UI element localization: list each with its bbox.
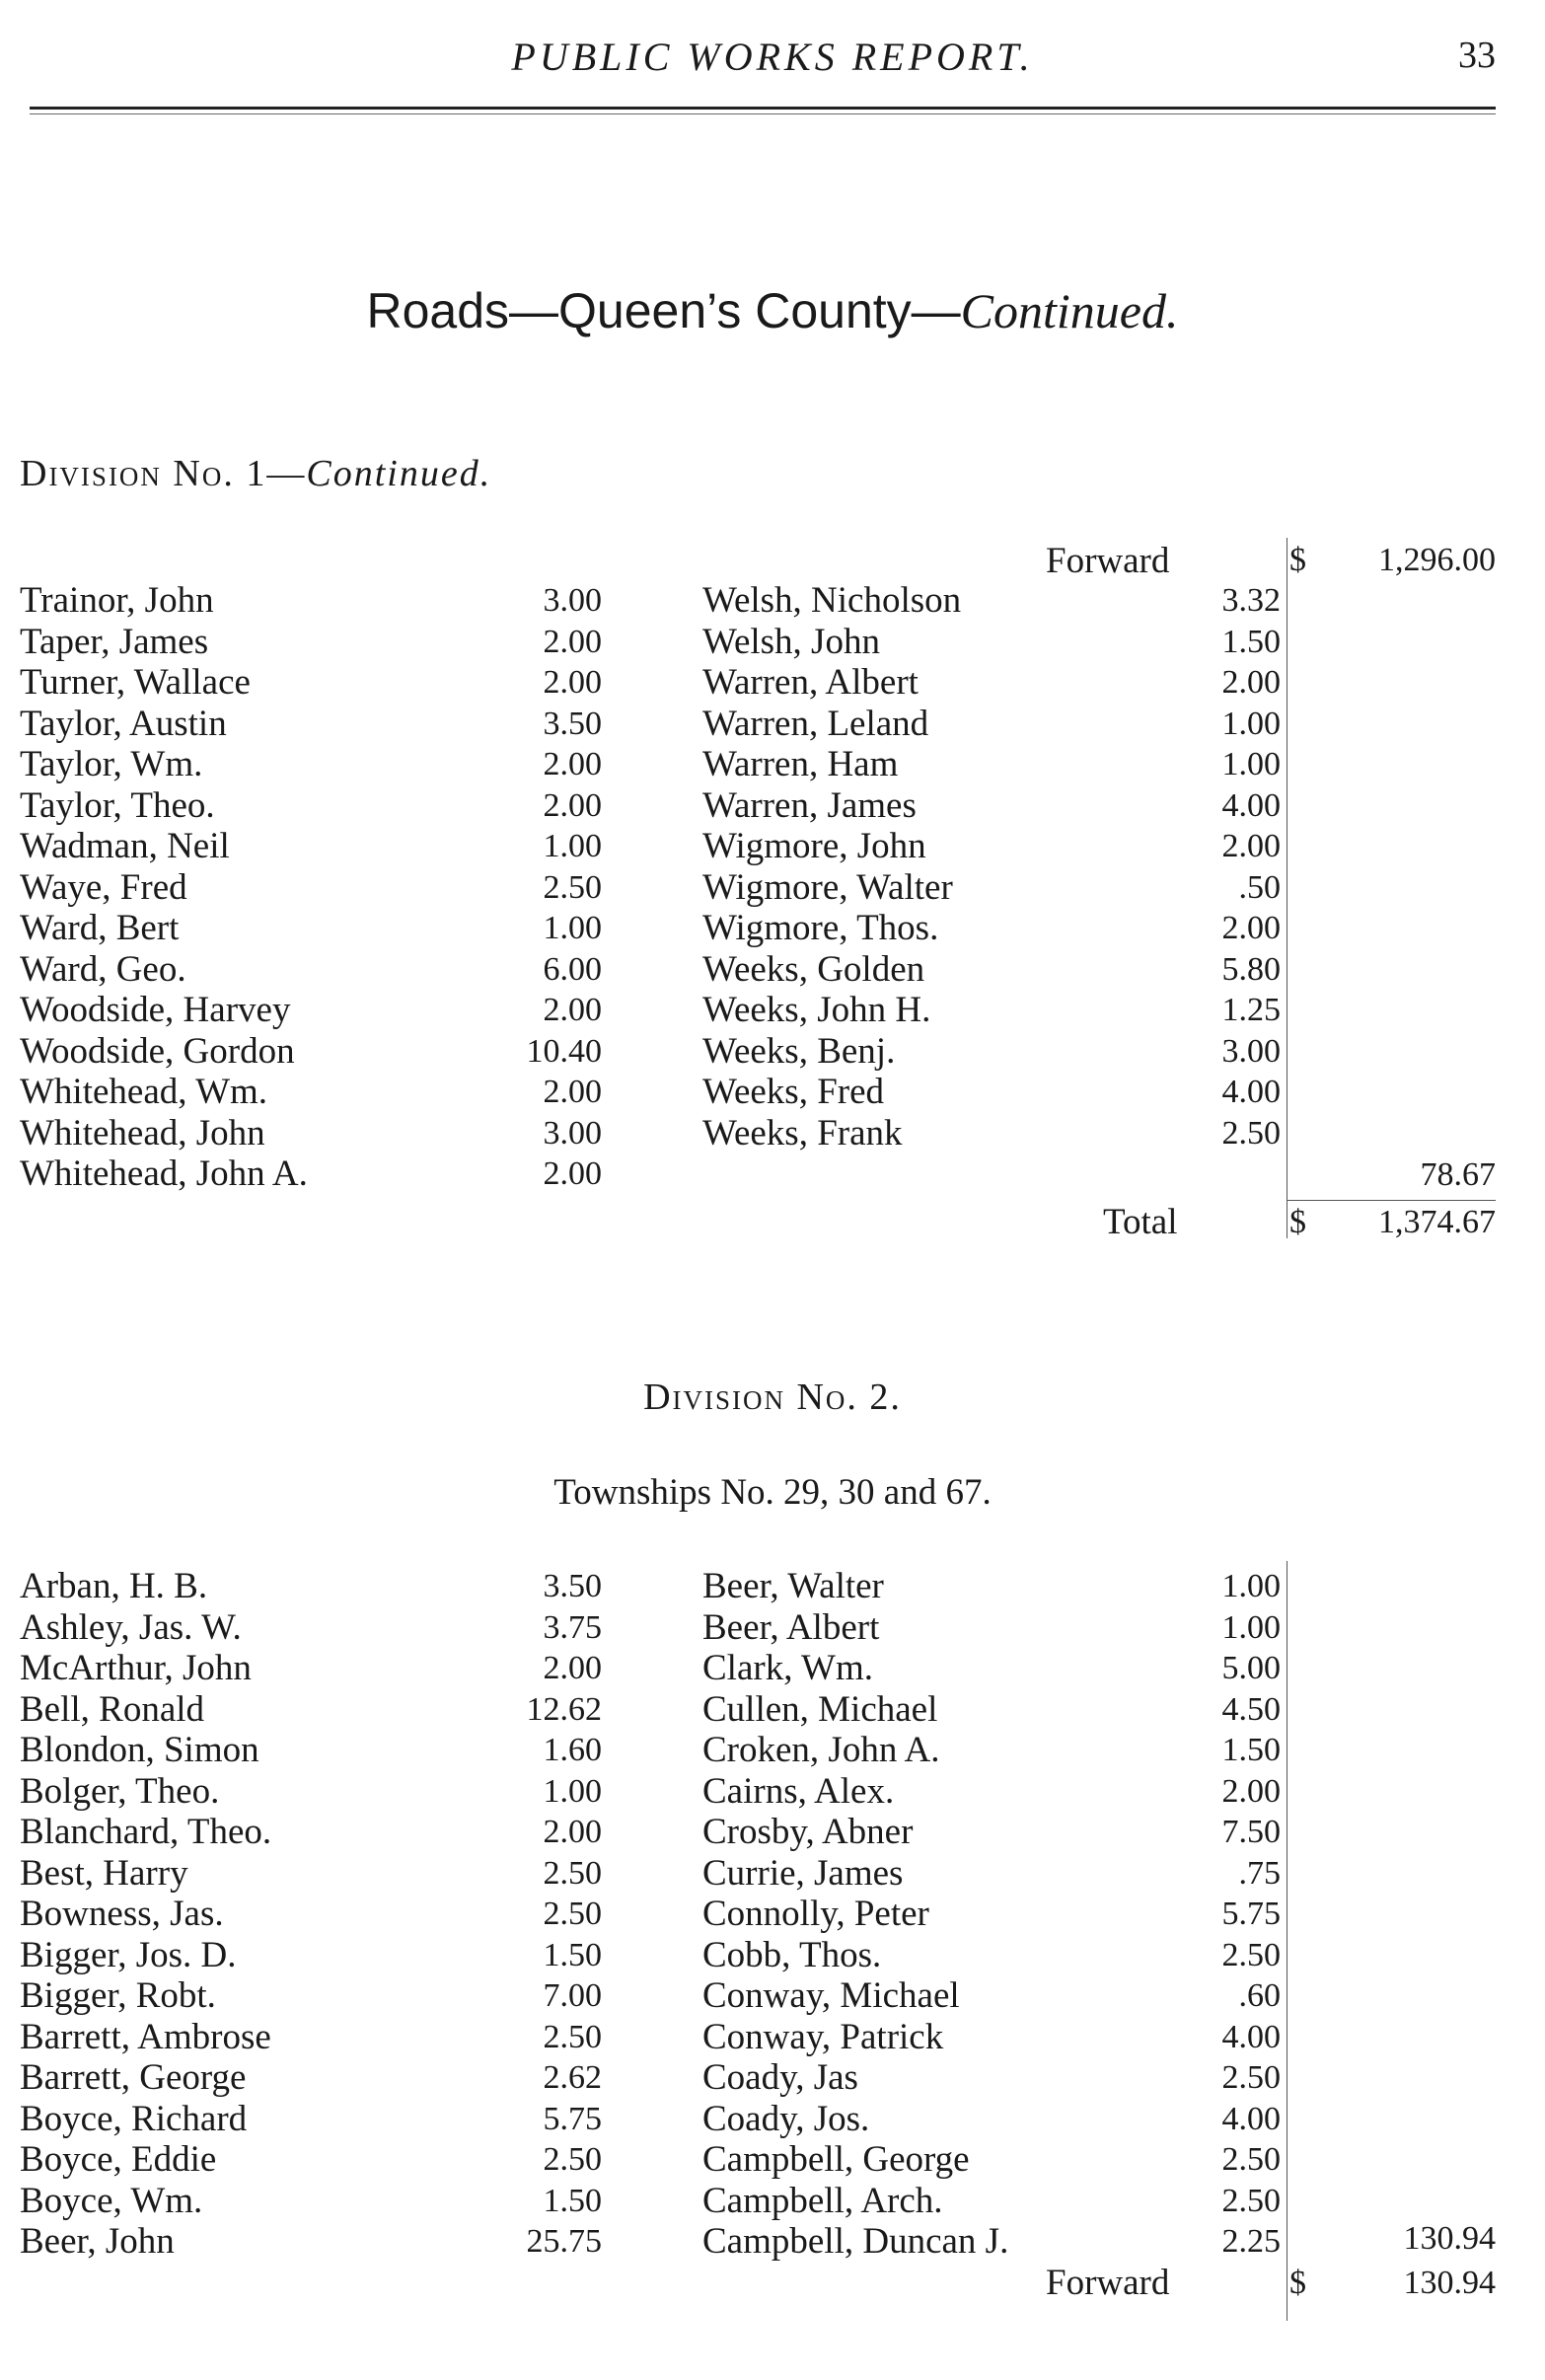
division2-left-name: Barrett, Ambrose bbox=[20, 2016, 271, 2057]
division1-left-name: Whitehead, John bbox=[20, 1112, 265, 1153]
division2-left-amount: 5.75 bbox=[543, 2100, 602, 2137]
division1-right-amount: 2.50 bbox=[1221, 1114, 1281, 1152]
division2-left-amount: 1.60 bbox=[543, 1732, 602, 1768]
division2-left-amount: 1.50 bbox=[543, 1936, 602, 1973]
division-2-subtotal: 130.94 bbox=[1403, 2220, 1496, 2257]
division1-left-amount: 2.00 bbox=[543, 664, 602, 701]
division1-left-amount: 6.00 bbox=[543, 950, 602, 988]
division2-right-name: Conway, Michael bbox=[702, 1975, 960, 2016]
division2-left-amount: 2.00 bbox=[543, 1814, 602, 1850]
division2-right-name: Beer, Albert bbox=[702, 1606, 880, 1648]
division2-left-name: McArthur, John bbox=[20, 1648, 252, 1688]
page-title bbox=[0, 282, 1545, 339]
division2-right-amount: 2.50 bbox=[1221, 2059, 1281, 2096]
division2-right-amount: 2.50 bbox=[1221, 2182, 1281, 2219]
division1-left-amount: 2.50 bbox=[543, 868, 602, 906]
division2-right-name: Coady, Jas bbox=[702, 2057, 858, 2098]
division2-right-name: Crosby, Abner bbox=[702, 1812, 914, 1852]
division2-left-name: Best, Harry bbox=[20, 1852, 188, 1894]
division2-right-amount: 4.00 bbox=[1221, 2100, 1281, 2137]
division-1-column-rule bbox=[1287, 538, 1288, 1238]
division2-left-name: Bigger, Jos. D. bbox=[20, 1934, 237, 1975]
division2-left-name: Bigger, Robt. bbox=[20, 1975, 216, 2016]
division2-right-name: Beer, Walter bbox=[702, 1566, 884, 1606]
division1-right-amount: 5.80 bbox=[1221, 950, 1281, 988]
division2-right-name: Cullen, Michael bbox=[702, 1688, 938, 1730]
division1-left-amount: 1.00 bbox=[543, 910, 602, 946]
division1-right-name: Weeks, Fred bbox=[702, 1072, 885, 1112]
division1-right-amount: 4.00 bbox=[1221, 1074, 1281, 1110]
division-2-forward-dollar: $ bbox=[1289, 2265, 1306, 2301]
division2-left-amount: 2.50 bbox=[543, 1854, 602, 1892]
division1-left-name: Waye, Fred bbox=[20, 866, 187, 908]
division2-right-name: Campbell, George bbox=[702, 2139, 970, 2180]
division1-right-amount: 1.00 bbox=[1221, 746, 1281, 782]
division2-left-name: Ashley, Jas. W. bbox=[20, 1606, 242, 1648]
running-head: PUBLIC WORKS REPORT. bbox=[511, 35, 1034, 79]
division1-left-amount: 2.00 bbox=[543, 1155, 602, 1192]
header-rule-thin bbox=[30, 113, 1496, 114]
division2-left-name: Blanchard, Theo. bbox=[20, 1812, 272, 1852]
division2-left-name: Barrett, George bbox=[20, 2057, 247, 2098]
division2-right-amount: .75 bbox=[1238, 1854, 1281, 1892]
division1-right-name: Weeks, Benj. bbox=[702, 1030, 896, 1072]
division2-right-amount: 5.75 bbox=[1221, 1896, 1281, 1932]
division2-left-amount: 2.50 bbox=[543, 1896, 602, 1932]
division-1-forward-label: Forward bbox=[1046, 541, 1170, 581]
division2-right-amount: 1.00 bbox=[1221, 1568, 1281, 1604]
division2-left-name: Boyce, Eddie bbox=[20, 2139, 217, 2180]
division1-right-amount: 1.00 bbox=[1221, 705, 1281, 742]
division2-left-amount: 7.00 bbox=[543, 1977, 602, 2014]
division-1-total-dollar: $ bbox=[1289, 1204, 1306, 1240]
division2-right-name: Campbell, Arch. bbox=[702, 2180, 943, 2221]
division1-left-amount: 2.00 bbox=[543, 1074, 602, 1110]
division1-right-amount: 4.00 bbox=[1221, 786, 1281, 824]
division2-right-name: Currie, James bbox=[702, 1852, 904, 1894]
division2-left-name: Blondon, Simon bbox=[20, 1730, 259, 1770]
division1-left-amount: 2.00 bbox=[543, 746, 602, 782]
division-1-forward-dollar: $ bbox=[1289, 542, 1306, 578]
division2-right-name: Clark, Wm. bbox=[702, 1648, 873, 1688]
division-1-subtotal: 78.67 bbox=[1420, 1156, 1496, 1193]
division1-right-amount: 3.32 bbox=[1221, 582, 1281, 619]
division2-right-amount: .60 bbox=[1238, 1977, 1281, 2014]
division2-right-amount: 2.00 bbox=[1221, 1772, 1281, 1810]
division1-right-name: Warren, Ham bbox=[702, 744, 899, 784]
division2-right-name: Cairns, Alex. bbox=[702, 1770, 895, 1812]
division-2-townships: Townships No. 29, 30 and 67. bbox=[553, 1472, 992, 1513]
division2-right-amount: 5.00 bbox=[1221, 1650, 1281, 1686]
division1-left-name: Woodside, Gordon bbox=[20, 1030, 295, 1072]
division-2-forward-amount: 130.94 bbox=[1403, 2265, 1496, 2301]
division2-left-amount: 2.50 bbox=[543, 2018, 602, 2055]
division1-right-amount: 2.00 bbox=[1221, 910, 1281, 946]
division1-left-amount: 3.00 bbox=[543, 582, 602, 619]
division-1-total-amount: 1,374.67 bbox=[1378, 1204, 1496, 1240]
division1-left-name: Taylor, Wm. bbox=[20, 744, 203, 784]
division1-right-name: Warren, James bbox=[702, 784, 917, 826]
division1-left-name: Whitehead, Wm. bbox=[20, 1072, 268, 1112]
division2-left-name: Arban, H. B. bbox=[20, 1566, 208, 1606]
header-rule bbox=[30, 107, 1496, 110]
division1-right-name: Wigmore, John bbox=[702, 826, 926, 866]
division1-right-name: Warren, Albert bbox=[702, 662, 919, 703]
division2-right-name: Campbell, Duncan J. bbox=[702, 2221, 1009, 2262]
division2-left-amount: 1.50 bbox=[543, 2182, 602, 2219]
division1-right-name: Wigmore, Thos. bbox=[702, 908, 939, 948]
division1-left-name: Ward, Geo. bbox=[20, 948, 186, 990]
division2-right-name: Cobb, Thos. bbox=[702, 1934, 882, 1975]
division1-left-name: Taper, James bbox=[20, 621, 209, 662]
page-title-main: Roads—Queen’s County— bbox=[366, 283, 961, 338]
division2-left-amount: 12.62 bbox=[526, 1690, 602, 1728]
division2-left-name: Boyce, Richard bbox=[20, 2098, 248, 2139]
division2-left-amount: 25.75 bbox=[526, 2223, 602, 2260]
division2-right-amount: 7.50 bbox=[1221, 1814, 1281, 1850]
division2-right-name: Connolly, Peter bbox=[702, 1894, 929, 1934]
division1-left-amount: 10.40 bbox=[526, 1032, 602, 1070]
division-1-continued: Continued. bbox=[306, 453, 492, 494]
division2-left-amount: 2.62 bbox=[543, 2059, 602, 2096]
division2-left-amount: 2.00 bbox=[543, 1650, 602, 1686]
division1-left-name: Woodside, Harvey bbox=[20, 990, 291, 1030]
division2-right-name: Croken, John A. bbox=[702, 1730, 940, 1770]
division-1-label: Division No. 1— bbox=[20, 453, 307, 494]
division-1-total-label: Total bbox=[1103, 1202, 1178, 1242]
division-2-heading: Division No. 2. bbox=[643, 1376, 902, 1418]
division2-right-amount: 4.50 bbox=[1221, 1690, 1281, 1728]
division2-right-amount: 4.00 bbox=[1221, 2018, 1281, 2055]
division2-left-name: Boyce, Wm. bbox=[20, 2180, 203, 2221]
division1-left-amount: 3.00 bbox=[543, 1114, 602, 1152]
division1-left-name: Taylor, Theo. bbox=[20, 784, 215, 826]
division1-left-amount: 3.50 bbox=[543, 705, 602, 742]
division-2-column-rule bbox=[1287, 1561, 1288, 2321]
division2-right-amount: 2.25 bbox=[1221, 2223, 1281, 2260]
division2-left-name: Bowness, Jas. bbox=[20, 1894, 224, 1934]
division1-left-amount: 1.00 bbox=[543, 828, 602, 864]
division1-left-name: Trainor, John bbox=[20, 580, 214, 621]
division1-right-amount: 2.00 bbox=[1221, 664, 1281, 701]
division-2-forward-label: Forward bbox=[1046, 2263, 1170, 2303]
division2-right-name: Coady, Jos. bbox=[702, 2098, 870, 2139]
division-1-forward-amount: 1,296.00 bbox=[1378, 542, 1496, 578]
division1-right-name: Wigmore, Walter bbox=[702, 866, 953, 908]
division1-right-name: Weeks, John H. bbox=[702, 990, 931, 1030]
division1-left-amount: 2.00 bbox=[543, 786, 602, 824]
division1-right-amount: 1.25 bbox=[1221, 992, 1281, 1028]
division2-left-name: Bolger, Theo. bbox=[20, 1770, 220, 1812]
division-1-heading bbox=[20, 452, 491, 495]
division1-left-amount: 2.00 bbox=[543, 623, 602, 660]
division2-left-name: Bell, Ronald bbox=[20, 1688, 205, 1730]
division2-right-amount: 2.50 bbox=[1221, 1936, 1281, 1973]
division1-right-amount: 2.00 bbox=[1221, 828, 1281, 864]
division1-left-name: Taylor, Austin bbox=[20, 703, 227, 744]
division2-left-name: Beer, John bbox=[20, 2221, 175, 2262]
division2-left-amount: 1.00 bbox=[543, 1772, 602, 1810]
division1-right-amount: 3.00 bbox=[1221, 1032, 1281, 1070]
division1-right-name: Warren, Leland bbox=[702, 703, 929, 744]
division1-right-amount: 1.50 bbox=[1221, 623, 1281, 660]
page-title-continued: Continued. bbox=[960, 283, 1179, 338]
division1-right-name: Weeks, Golden bbox=[702, 948, 925, 990]
division1-left-name: Ward, Bert bbox=[20, 908, 180, 948]
division2-right-amount: 1.00 bbox=[1221, 1608, 1281, 1646]
division2-left-amount: 2.50 bbox=[543, 2141, 602, 2178]
division1-right-name: Welsh, Nicholson bbox=[702, 580, 962, 621]
division2-left-amount: 3.75 bbox=[543, 1608, 602, 1646]
division1-left-name: Wadman, Neil bbox=[20, 826, 230, 866]
page-number: 33 bbox=[1458, 35, 1496, 76]
division1-right-name: Weeks, Frank bbox=[702, 1112, 903, 1153]
division1-right-amount: .50 bbox=[1238, 868, 1281, 906]
division2-right-name: Conway, Patrick bbox=[702, 2016, 944, 2057]
division1-left-amount: 2.00 bbox=[543, 992, 602, 1028]
division1-right-name: Welsh, John bbox=[702, 621, 880, 662]
division2-right-amount: 2.50 bbox=[1221, 2141, 1281, 2178]
division2-right-amount: 1.50 bbox=[1221, 1732, 1281, 1768]
division-1-subtotal-rule bbox=[1287, 1200, 1496, 1201]
division1-left-name: Turner, Wallace bbox=[20, 662, 251, 703]
division2-left-amount: 3.50 bbox=[543, 1568, 602, 1604]
division1-left-name: Whitehead, John A. bbox=[20, 1153, 308, 1194]
